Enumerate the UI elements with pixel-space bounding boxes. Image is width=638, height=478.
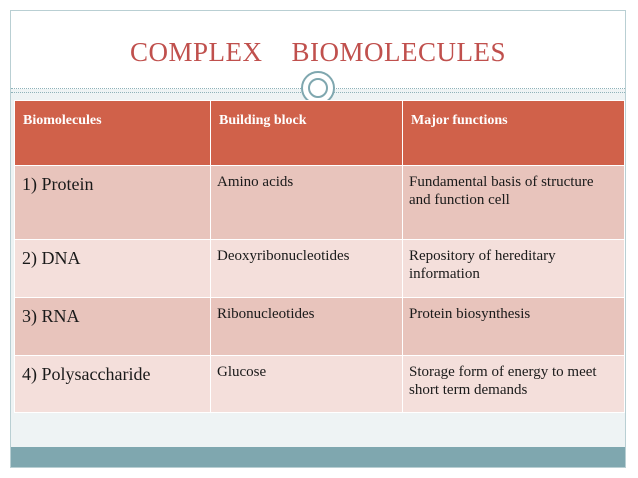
cell-building-block: Glucose [211,356,403,413]
cell-major-function: Fundamental basis of structure and function cell [403,166,625,240]
table-row [15,298,625,356]
cell-building-block: Deoxyribonucleotides [211,240,403,298]
cell-major-function: Storage form of energy to meet short term demands [403,356,625,413]
cell-building-block: Ribonucleotides [211,298,403,356]
cell-biomolecule: 2) DNA [15,240,211,298]
slide-title: COMPLEX BIOMOLECULES [129,37,506,67]
cell-biomolecule: 1) Protein [15,166,211,240]
cell-major-function: Repository of hereditary information [403,240,625,298]
header-major-functions: Major functions [403,101,625,166]
cell-major-function: Protein biosynthesis [403,298,625,356]
footer-band [11,447,625,467]
table-header-row [15,101,625,166]
table-row [15,240,625,298]
cell-building-block: Amino acids [211,166,403,240]
biomolecules-table [14,100,625,413]
header-biomolecules: Biomolecules [15,101,211,166]
header-building-block: Building block [211,101,403,166]
cell-biomolecule: 3) RNA [15,298,211,356]
table-row [15,356,625,413]
ornament-inner-ring [308,78,328,98]
cell-biomolecule: 4) Polysaccharide [15,356,211,413]
table-row [15,166,625,240]
